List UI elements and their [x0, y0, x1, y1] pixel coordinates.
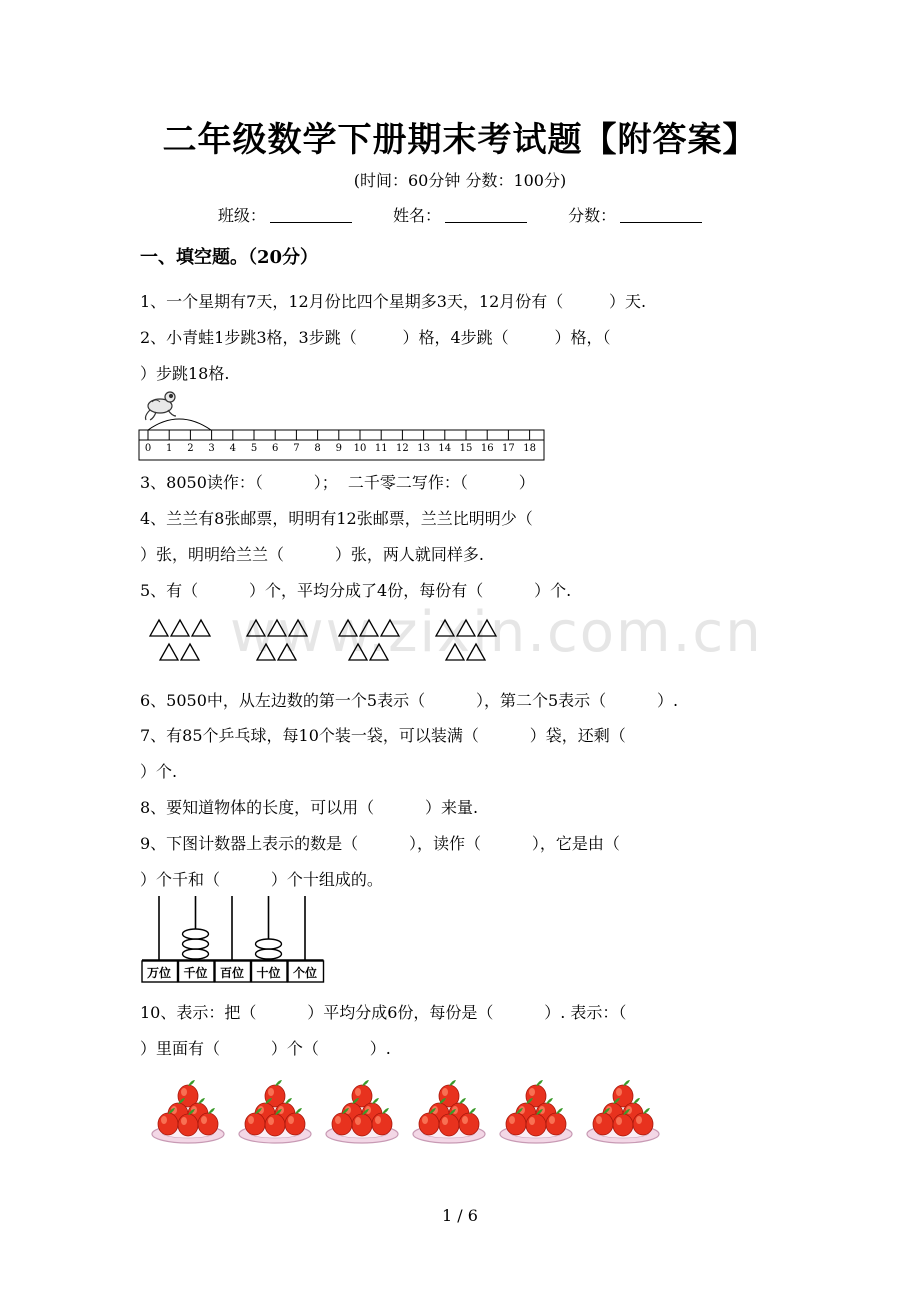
apple-icon: [198, 1113, 218, 1135]
triangle-shape: [278, 644, 296, 660]
triangle-groups-figure: [140, 612, 520, 672]
question-9-line1: 9、下图计数器上表示的数是（ ），读作（ ），它是由（: [140, 834, 620, 853]
score-label: 分数：: [568, 206, 617, 225]
tick-label: 16: [480, 443, 494, 454]
class-blank[interactable]: [270, 206, 352, 223]
question-10-line2: ）里面有（ ）个（ ）.: [140, 1039, 391, 1058]
triangle-shape: [268, 620, 286, 636]
tick-label: 4: [229, 443, 236, 454]
apple-icon: [613, 1114, 633, 1136]
exam-meta: (时间：60分钟 分数：100分): [353, 171, 567, 190]
triangle-shape: [339, 620, 357, 636]
apple-icon: [633, 1113, 653, 1135]
tick-label: 8: [314, 443, 321, 454]
question-2-line1: 2、小青蛙1步跳3格，3步跳（ ）格，4步跳（ ）格，（: [140, 328, 611, 347]
tick-label: 13: [417, 443, 430, 454]
question-3: 3、8050读作：（ ）； 二千零二写作：（ ）: [140, 473, 535, 492]
student-info-row: [0, 203, 920, 226]
tick-label: 10: [353, 443, 367, 454]
tick-label: 11: [374, 443, 388, 454]
triangle-shape: [257, 644, 275, 660]
triangle-shape: [171, 620, 189, 636]
tick-label: 0: [144, 443, 152, 454]
question-9-line2: ）个千和（ ）个十组成的。: [140, 870, 383, 889]
apple-icon: [245, 1113, 265, 1135]
tick-label: 5: [250, 443, 258, 454]
question-7-line2: ）个.: [140, 762, 178, 781]
number-line-figure: [138, 388, 548, 462]
question-10-line1: 10、表示：把（ ）平均分成6份，每份是（ ）. 表示：（: [140, 1003, 627, 1022]
section-heading: 一、填空题。（20分）: [140, 247, 319, 268]
apple-icon: [178, 1114, 198, 1136]
abacus-bead: [183, 929, 209, 939]
jump-arc: [148, 419, 211, 430]
tick-label: 6: [272, 443, 279, 454]
number-line-ticks: [145, 430, 536, 454]
triangle-shape: [160, 644, 178, 660]
score-blank[interactable]: [620, 206, 702, 223]
apple-icon: [506, 1113, 526, 1135]
apple-plates-figure: [145, 1076, 675, 1150]
watermark: www.zixin.com.cn: [230, 600, 763, 665]
triangle-shape: [467, 644, 485, 660]
apple-icon: [372, 1113, 392, 1135]
triangle-shape: [446, 644, 464, 660]
apple-icon: [419, 1113, 439, 1135]
place-label: 个位: [292, 966, 318, 980]
abacus-bead: [256, 949, 282, 959]
abacus-figure: [138, 894, 338, 986]
place-label: 千位: [183, 966, 208, 980]
apple-icon: [526, 1114, 546, 1136]
triangle-shape: [181, 644, 199, 660]
question-2-line2: ）步跳18格.: [140, 364, 230, 383]
tick-label: 9: [335, 443, 342, 454]
abacus-bead: [183, 949, 209, 959]
page-title: 二年级数学下册期末考试题【附答案】: [162, 120, 758, 160]
name-blank[interactable]: [445, 206, 527, 223]
triangle-shape: [289, 620, 307, 636]
tick-label: 17: [502, 443, 515, 454]
apple-icon: [546, 1113, 566, 1135]
triangle-shape: [360, 620, 378, 636]
question-8: 8、要知道物体的长度，可以用（ ）来量.: [140, 798, 479, 817]
triangle-shape: [247, 620, 265, 636]
name-label: 姓名：: [392, 206, 441, 225]
tick-label: 18: [523, 443, 536, 454]
abacus-bead: [256, 939, 282, 949]
page-number: 1 / 6: [442, 1206, 478, 1225]
question-4-line2: ）张，明明给兰兰（ ）张，两人就同样多.: [140, 545, 484, 564]
triangle-shape: [478, 620, 496, 636]
class-label: 班级：: [217, 206, 266, 225]
apple-icon: [332, 1113, 352, 1135]
triangle-shape: [192, 620, 210, 636]
triangle-shape: [436, 620, 454, 636]
tick-label: 12: [396, 443, 409, 454]
apple-icon: [593, 1113, 613, 1135]
question-5: 5、有（ ）个，平均分成了4份，每份有（ ）个.: [140, 581, 572, 600]
tick-label: 3: [208, 443, 215, 454]
frog-icon: [146, 392, 177, 420]
tick-label: 15: [459, 443, 473, 454]
place-label: 百位: [219, 966, 245, 980]
question-4-line1: 4、兰兰有8张邮票，明明有12张邮票，兰兰比明明少（: [140, 509, 533, 528]
triangle-shape: [370, 644, 388, 660]
question-1: 1、一个星期有7天，12月份比四个星期多3天，12月份有（ ）天.: [140, 292, 647, 311]
tick-label: 14: [438, 443, 452, 454]
abacus-bead: [183, 939, 209, 949]
apple-icon: [285, 1113, 305, 1135]
place-label: 万位: [146, 966, 172, 980]
tick-label: 7: [293, 443, 300, 454]
triangle-shape: [349, 644, 367, 660]
question-6: 6、5050中，从左边数的第一个5表示（ ），第二个5表示（ ）.: [140, 691, 679, 710]
triangle-shape: [150, 620, 168, 636]
apple-icon: [265, 1114, 285, 1136]
place-label: 十位: [256, 966, 281, 980]
apple-icon: [158, 1113, 178, 1135]
question-7-line1: 7、有85个乒乓球，每10个装一袋，可以装满（ ）袋，还剩（: [140, 726, 626, 745]
apple-icon: [459, 1113, 479, 1135]
triangle-shape: [457, 620, 475, 636]
triangle-shape: [381, 620, 399, 636]
tick-label: 2: [187, 443, 194, 454]
apple-icon: [439, 1114, 459, 1136]
tick-label: 1: [166, 443, 173, 454]
apple-icon: [352, 1114, 372, 1136]
